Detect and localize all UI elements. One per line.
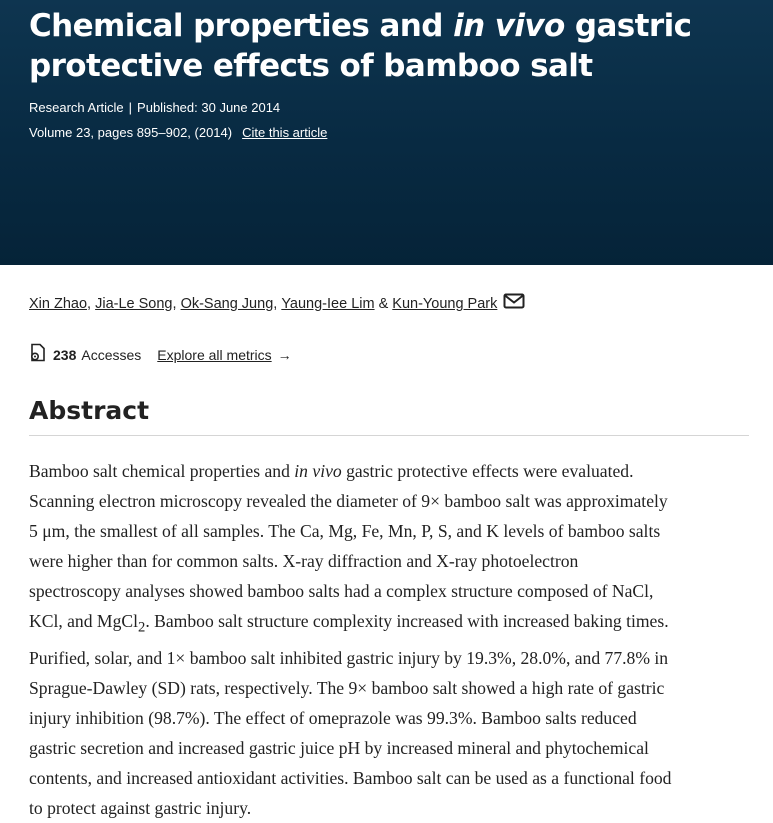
author-separator: ,	[87, 296, 96, 312]
abstract-text: gastric protective effects were evaluated.	[341, 461, 634, 481]
abstract-line: spectroscopy analyses showed bamboo salts had a complex structure composed of NaCl,	[29, 581, 654, 601]
explore-metrics-link[interactable]: Explore all metrics	[157, 346, 272, 363]
volume-info: Volume 23, pages 895–902, (2014)	[29, 125, 233, 140]
author-separator: ,	[273, 296, 282, 312]
author-list	[29, 293, 749, 315]
abstract-line: gastric secretion and increased gastric juice pH by increased mineral and phytochemical	[29, 737, 649, 758]
abstract-text: . Bamboo salt structure complexity increased with increased baking times.	[145, 611, 669, 631]
mail-icon[interactable]	[503, 293, 525, 315]
arrow-right-icon: →	[277, 346, 292, 363]
abstract-heading: Abstract	[29, 396, 749, 436]
article-meta	[29, 100, 745, 115]
abstract-italic: in vivo	[294, 461, 342, 481]
abstract-line	[29, 456, 754, 486]
meta-separator: |	[128, 100, 133, 115]
title-text-italic: in vivo	[453, 8, 565, 44]
abstract-line	[29, 606, 754, 643]
abstract-line: Purified, solar, and 1× bamboo salt inhibited gastric injury by 19.3%, 28.0%, and 77.8% in	[29, 647, 669, 668]
author-separator: ,	[172, 296, 181, 312]
article-header	[0, 0, 773, 265]
abstract-line: contents, and increased antioxidant activities. Bamboo salt can be used as a functional food	[29, 767, 672, 788]
metrics-bar	[29, 343, 749, 366]
article-title	[29, 6, 745, 86]
abstract-body	[29, 456, 754, 823]
published-date: Published: 30 June 2014	[137, 100, 281, 115]
author-separator: &	[374, 296, 393, 312]
title-text-2: gastric protective effects of bamboo salt	[29, 8, 692, 84]
article-content	[0, 293, 773, 823]
title-text-1: Chemical properties and	[29, 8, 454, 44]
abstract-text: KCl, and MgCl	[29, 611, 138, 631]
abstract-subscript: 2	[138, 619, 146, 636]
abstract-line: to protect against gastric injury.	[29, 797, 252, 818]
volume-line	[29, 125, 745, 140]
author-link[interactable]: Ok-Sang Jung	[180, 296, 274, 312]
access-count: 238	[53, 346, 77, 363]
author-link[interactable]: Yaung-Iee Lim	[281, 296, 375, 312]
author-link[interactable]: Xin Zhao	[29, 296, 88, 312]
abstract-line: Sprague-Dawley (SD) rats, respectively. The 9× bamboo salt showed a high rate of gastric	[29, 677, 665, 698]
abstract-line: Scanning electron microscopy revealed the diameter of 9× bamboo salt was approximately	[29, 491, 668, 511]
abstract-line: 5 μm, the smallest of all samples. The Ca, Mg, Fe, Mn, P, S, and K levels of bamboo salts	[29, 521, 661, 541]
accesses-label: Accesses	[81, 346, 142, 363]
abstract-line: injury inhibition (98.7%). The effect of omeprazole was 99.3%. Bamboo salts reduced	[29, 707, 637, 728]
cite-this-article-link[interactable]: Cite this article	[242, 125, 328, 140]
abstract-line: were higher than for common salts. X-ray diffraction and X-ray photoelectron	[29, 551, 579, 571]
article-type: Research Article	[29, 100, 124, 115]
metrics-doc-icon	[29, 343, 47, 366]
abstract-text: Bamboo salt chemical properties and	[29, 461, 295, 481]
author-link[interactable]: Kun-Young Park	[392, 296, 498, 312]
author-link[interactable]: Jia-Le Song	[95, 296, 173, 312]
